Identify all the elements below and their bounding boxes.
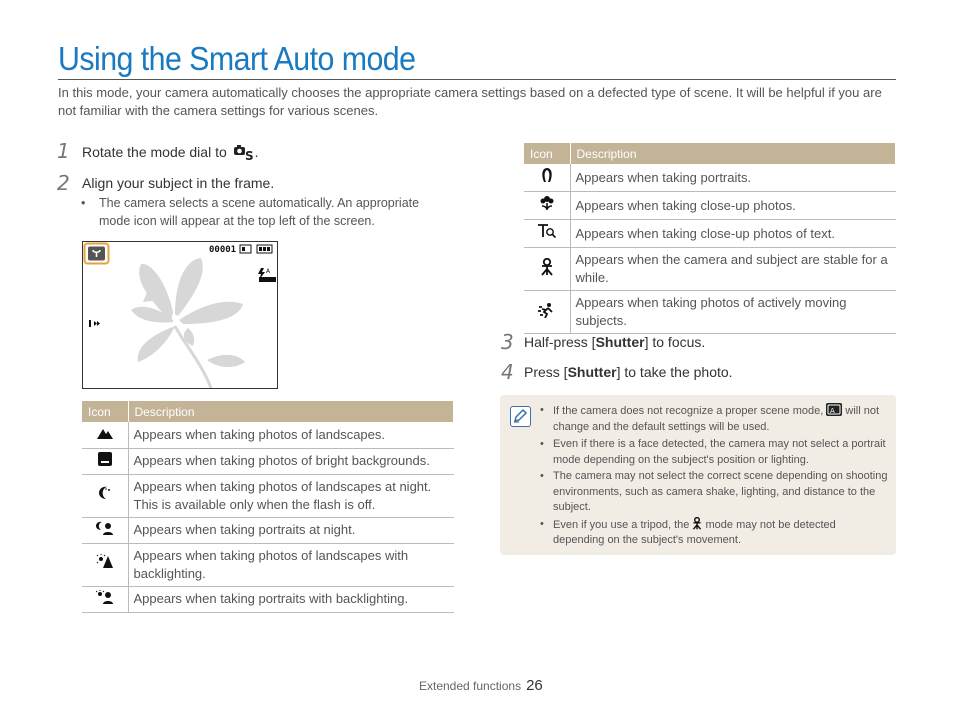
row-description: Appears when taking photos of landscapes. xyxy=(128,422,454,448)
table-row xyxy=(82,586,454,612)
table-row xyxy=(524,248,896,291)
page-number: 26 xyxy=(526,677,543,694)
row-description: Appears when taking portraits at night. xyxy=(128,517,454,543)
footer-section: Extended functions xyxy=(419,679,522,693)
page-title: Using the Smart Auto mode xyxy=(58,40,416,77)
header-icon: Icon xyxy=(82,401,128,422)
tripod-icon xyxy=(692,517,702,530)
scene-icons-table-left xyxy=(82,401,454,613)
row-description: Appears when taking portraits. xyxy=(570,164,896,192)
note-text: mode may not be detected depending on the subject's movement. xyxy=(553,518,836,546)
header-description: Description xyxy=(570,143,896,164)
camera-screen-illustration xyxy=(82,241,278,389)
table-row xyxy=(524,291,896,334)
shutter-button-label: Shutter xyxy=(595,334,645,350)
backlight-portrait-icon xyxy=(82,586,128,612)
row-description: Appears when taking photos of bright backgrounds. xyxy=(128,448,454,474)
row-description: Appears when taking photos of landscapes with backlighting. xyxy=(128,543,454,586)
table-row xyxy=(524,164,896,192)
white-icon xyxy=(82,448,128,474)
intro-paragraph: In this mode, your camera automatically chooses the appropriate camera settings based on a defected type of scene. It will be helpful if you are not familiar with the camera settings for various scenes. xyxy=(58,85,882,118)
note-list xyxy=(540,403,888,550)
note-box xyxy=(500,395,896,555)
shot-counter: 00001 xyxy=(209,245,237,255)
portrait-icon xyxy=(524,164,570,192)
landscape-icon xyxy=(82,422,128,448)
step-number: 3 xyxy=(501,330,514,354)
step-number: 2 xyxy=(57,171,70,195)
step-text: ] to focus. xyxy=(644,334,706,350)
note-item: • If the camera does not recognize a proper scene mode, A will not change and the default settings will be used. xyxy=(540,404,880,433)
step-number: 4 xyxy=(501,360,514,384)
step-text: Press [ xyxy=(524,364,568,380)
header-icon: Icon xyxy=(524,143,570,164)
svg-text:A: A xyxy=(830,407,836,415)
note-text: Even if there is a face detected, the camera may not select a portrait mode depending on the subject's position or lighting. xyxy=(553,438,886,466)
table-row xyxy=(82,543,454,586)
tripod-icon xyxy=(524,248,570,291)
step-text: ] to take the photo. xyxy=(616,364,733,380)
svg-text:S: S xyxy=(244,149,254,161)
note-text: If the camera does not recognize a proper scene mode, xyxy=(553,405,824,417)
shutter-button-label: Shutter xyxy=(567,364,617,380)
table-row xyxy=(82,474,454,517)
table-row xyxy=(524,192,896,220)
title-divider xyxy=(58,79,896,80)
step-4 xyxy=(524,364,733,380)
table-row xyxy=(524,220,896,248)
note-text: will not change and the default settings will be used. xyxy=(553,405,880,433)
step-1 xyxy=(82,143,259,161)
step-2-bullet: • The camera selects a scene automatically. An appropriate mode icon will appear at the top left of the screen. xyxy=(81,196,420,228)
step-suffix: . xyxy=(254,144,259,160)
step-text: Rotate the mode dial to xyxy=(82,144,227,160)
note-text: The camera may not select the correct scene depending on shooting environments, such as camera shake, lighting, and distance to the subject. xyxy=(553,470,888,513)
macro-text-icon xyxy=(524,220,570,248)
table-row xyxy=(82,517,454,543)
scene-icons-table-right xyxy=(524,143,896,334)
table-row xyxy=(82,448,454,474)
row-description: Appears when taking photos of actively moving subjects. xyxy=(570,291,896,334)
row-description: Appears when taking photos of landscapes at night. This is available only when the flash is off. xyxy=(128,474,454,517)
row-description: Appears when taking portraits with backlighting. xyxy=(128,586,454,612)
page-footer xyxy=(419,677,543,694)
table-header-row xyxy=(524,143,896,164)
note-text: Even if you use a tripod, the xyxy=(553,518,690,531)
night-icon xyxy=(82,474,128,517)
night-portrait-icon xyxy=(82,517,128,543)
row-description: Appears when taking close-up photos of text. xyxy=(570,220,896,248)
table-row xyxy=(82,422,454,448)
row-description: Appears when the camera and subject are stable for a while. xyxy=(570,248,896,291)
svg-text:A: A xyxy=(266,268,271,275)
step-text: Half-press [ xyxy=(524,334,596,350)
bullet-text: The camera selects a scene automatically. An appropriate mode icon will appear at the top left of the screen. xyxy=(99,196,420,228)
backlight-landscape-icon xyxy=(82,543,128,586)
note-pencil-icon xyxy=(510,406,531,427)
table-header-row xyxy=(82,401,454,422)
row-description: Appears when taking close-up photos. xyxy=(570,192,896,220)
note-item: • Even if you use a tripod, the mode may not be detected depending on the subject's movement. xyxy=(540,517,836,546)
note-item: • The camera may not select the correct scene depending on shooting environments, such as camera shake, lighting, and distance to the subject. xyxy=(540,470,888,513)
macro-icon xyxy=(524,192,570,220)
step-number: 1 xyxy=(57,139,70,163)
note-item: • Even if there is a face detected, the camera may not select a portrait mode depending on the subject's position or lighting. xyxy=(540,438,886,466)
action-icon xyxy=(524,291,570,334)
step-2-text: Align your subject in the frame. xyxy=(82,175,275,191)
header-description: Description xyxy=(128,401,454,422)
smart-auto-default-icon xyxy=(826,403,842,416)
step-3 xyxy=(524,334,705,350)
smart-auto-mode-icon xyxy=(233,143,255,161)
